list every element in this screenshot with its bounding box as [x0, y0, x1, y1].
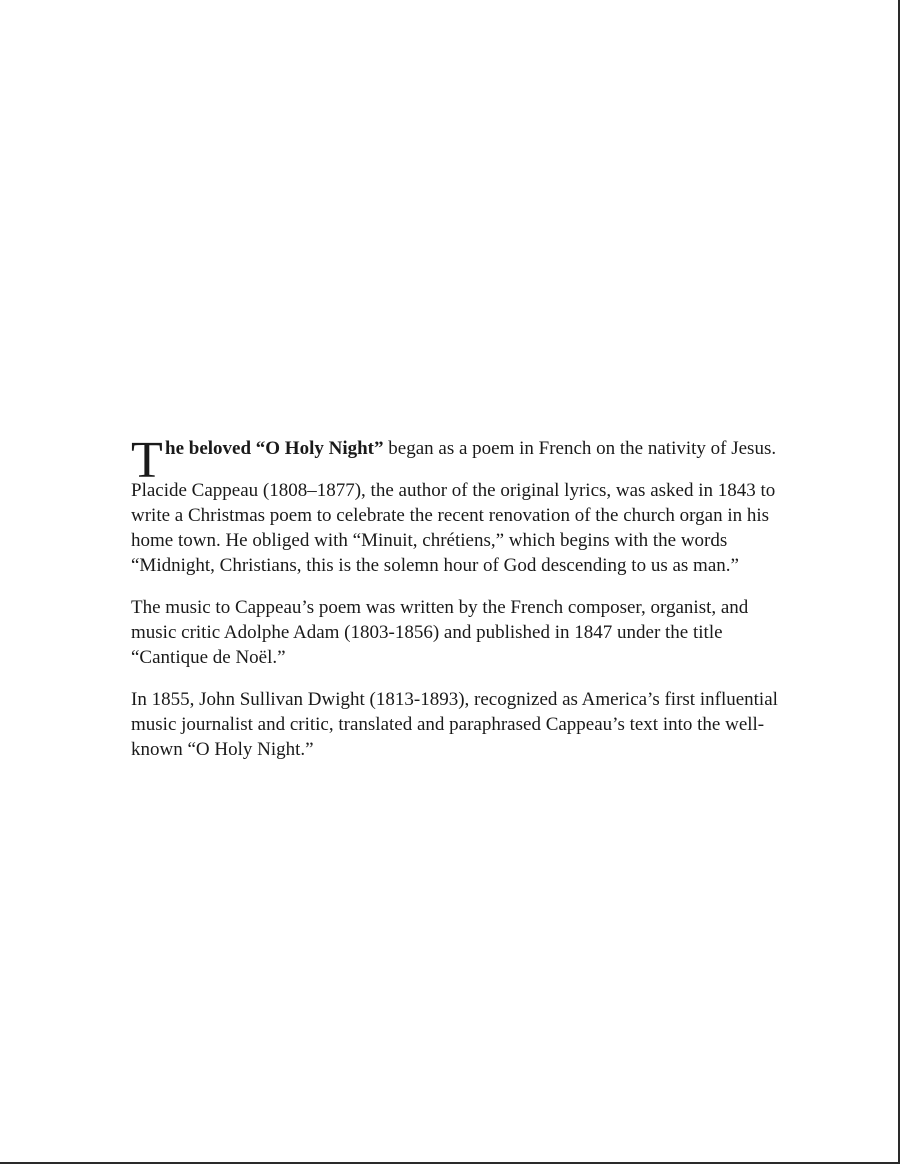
- paragraph-cappeau: Placide Cappeau (1808–1877), the author of the original lyrics, was asked in 1843 to write a Christmas poem to celebrate the recent renovation of the church organ in his home town. He obliged with “Minuit, chrétiens,” which begins with the words “Midnight, Christians, this is the solemn hour of God descending to us as man.”: [131, 480, 776, 576]
- document-body: [131, 417, 781, 779]
- paragraph-dwight: In 1855, John Sullivan Dwight (1813-1893), recognized as America’s first influential music journalist and critic, translated and paraphrased Cappeau’s text into the well-known “O Holy Night.”: [131, 689, 778, 760]
- intro-rest-text: began as a poem in French on the nativity of Jesus.: [383, 438, 777, 459]
- intro-paragraph: [131, 432, 781, 489]
- paragraph-adam: The music to Cappeau’s poem was written by the French composer, organist, and music critic Adolphe Adam (1803-1856) and published in 1847 under the title “Cantique de Noël.”: [131, 597, 749, 668]
- drop-cap-letter: T: [131, 432, 163, 489]
- intro-lead-bold: he beloved “O Holy Night”: [165, 438, 384, 459]
